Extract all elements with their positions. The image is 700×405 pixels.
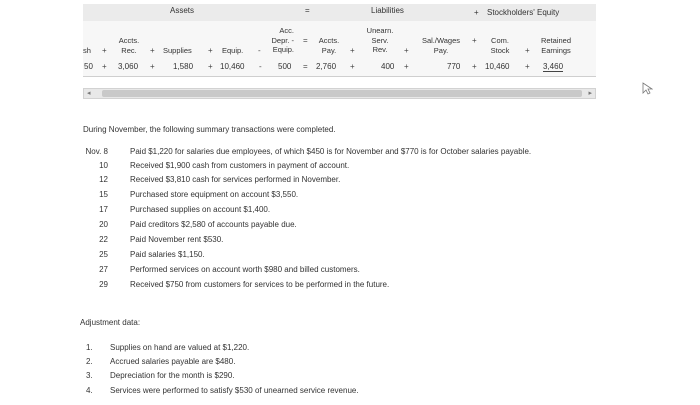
- transaction-date: 10: [99, 161, 108, 170]
- transaction-date: Nov. 8: [85, 147, 108, 156]
- transactions-intro: During November, the following summary transactions were completed.: [83, 125, 336, 134]
- plus-sign: +: [472, 36, 477, 45]
- plus-sign: +: [208, 62, 213, 71]
- plus-sign: +: [474, 8, 479, 17]
- transaction-description: Performed services on account worth $980 and billed customers.: [130, 265, 360, 274]
- scroll-left-icon[interactable]: ◂: [87, 90, 91, 97]
- equals-sign: =: [305, 6, 310, 15]
- transaction-description: Paid creditors $2,580 of accounts payable due.: [130, 220, 297, 229]
- unearned-revenue-balance: 400: [381, 62, 395, 71]
- plus-sign: +: [150, 46, 155, 55]
- unearned-revenue-column-label: Unearn. Serv. Rev.: [366, 26, 394, 54]
- equip-column-label: Equip.: [222, 46, 244, 55]
- adjustment-data-heading: Adjustment data:: [80, 318, 141, 327]
- supplies-column-label: Supplies: [163, 46, 192, 55]
- horizontal-scrollbar[interactable]: [83, 88, 596, 99]
- transaction-description: Received $750 from customers for services to be performed in the future.: [130, 280, 390, 289]
- equip-balance: 10,460: [220, 62, 245, 71]
- plus-sign: +: [472, 62, 477, 71]
- transaction-description: Purchased supplies on account $1,400.: [130, 205, 271, 214]
- adjustment-number: 4.: [86, 386, 93, 395]
- supplies-balance: 1,580: [173, 62, 194, 71]
- retained-earnings-column-label: Retained Earnings: [540, 36, 572, 55]
- plus-sign: +: [350, 62, 355, 71]
- transaction-date: 29: [99, 280, 108, 289]
- transaction-date: 12: [99, 175, 108, 184]
- assets-heading: Assets: [170, 6, 195, 15]
- plus-sign: +: [150, 62, 155, 71]
- mouse-cursor-icon: [642, 82, 653, 98]
- adjustment-description: Supplies on hand are valued at $1,220.: [110, 343, 250, 352]
- adjustment-number: 1.: [86, 343, 93, 352]
- transaction-date: 15: [99, 190, 108, 199]
- plus-sign: +: [525, 62, 530, 71]
- transaction-date: 20: [99, 220, 108, 229]
- plus-sign: +: [404, 46, 409, 55]
- plus-sign: +: [102, 62, 107, 71]
- acc-depr-column-label: Acc. Depr. - Equip.: [271, 26, 294, 54]
- cash-balance: 50: [84, 62, 93, 71]
- adjustment-number: 2.: [86, 357, 93, 366]
- accts-pay-balance: 2,760: [316, 62, 337, 71]
- plus-sign: +: [102, 46, 107, 55]
- accts-rec-balance: 3,060: [118, 62, 139, 71]
- scrollbar-thumb[interactable]: [102, 90, 582, 97]
- retained-earnings-balance: 3,460: [543, 62, 564, 71]
- adjustment-description: Services were performed to satisfy $530 of unearned service revenue.: [110, 386, 359, 395]
- transaction-description: Received $3,810 cash for services performed in November.: [130, 175, 341, 184]
- liabilities-heading: Liabilities: [371, 6, 404, 15]
- stockholders-equity-heading: Stockholders' Equity: [487, 8, 560, 17]
- equals-sign: =: [303, 36, 308, 45]
- salaries-wages-payable-column-label: Sal./Wages Pay.: [421, 36, 461, 55]
- cash-column-label: sh: [83, 46, 91, 55]
- divider: [83, 76, 596, 77]
- salaries-wages-payable-balance: 770: [447, 62, 461, 71]
- accts-pay-column-label: Accts. Pay.: [318, 36, 340, 55]
- plus-sign: +: [525, 46, 530, 55]
- transaction-description: Paid November rent $530.: [130, 235, 224, 244]
- transaction-description: Received $1,900 cash from customers in payment of account.: [130, 161, 350, 170]
- transaction-date: 17: [99, 205, 108, 214]
- minus-sign: -: [259, 62, 262, 71]
- adjustment-number: 3.: [86, 371, 93, 380]
- common-stock-balance: 10,460: [485, 62, 510, 71]
- acc-depr-balance: 500: [278, 62, 292, 71]
- scroll-right-icon[interactable]: ▸: [588, 90, 592, 97]
- transaction-description: Paid salaries $1,150.: [130, 250, 205, 259]
- minus-sign: -: [258, 46, 261, 55]
- adjustment-description: Accrued salaries payable are $480.: [110, 357, 236, 366]
- transaction-description: Purchased store equipment on account $3,550.: [130, 190, 299, 199]
- transaction-date: 25: [99, 250, 108, 259]
- transaction-description: Paid $1,220 for salaries due employees, of which $450 is for November and $770 is for October salaries payable.: [130, 147, 532, 156]
- common-stock-column-label: Com. Stock: [490, 36, 510, 55]
- plus-sign: +: [208, 46, 213, 55]
- transaction-date: 27: [99, 265, 108, 274]
- adjustment-description: Depreciation for the month is $290.: [110, 371, 235, 380]
- equals-sign: =: [303, 62, 308, 71]
- transaction-date: 22: [99, 235, 108, 244]
- plus-sign: +: [350, 46, 355, 55]
- plus-sign: +: [404, 62, 409, 71]
- accts-rec-column-label: Accts. Rec.: [118, 36, 140, 55]
